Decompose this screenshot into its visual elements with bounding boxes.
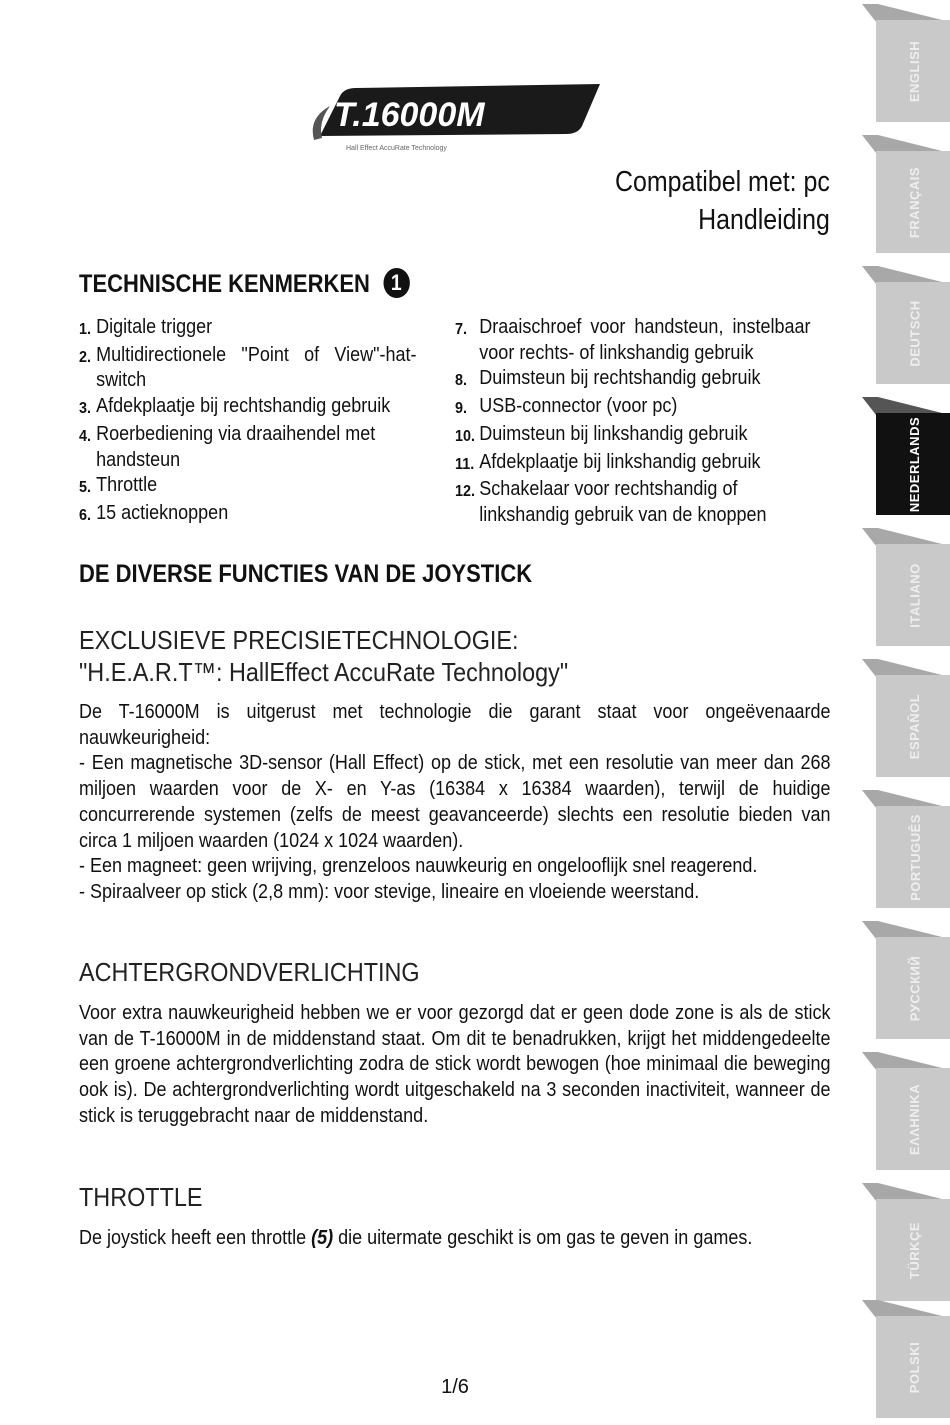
- language-tab-francais[interactable]: [862, 135, 950, 253]
- list-item: [455, 450, 811, 478]
- document-heading: [615, 163, 830, 239]
- text-run: die uitermate geschikt is om gas te geven in games.: [333, 1227, 753, 1249]
- paragraph: - Spiraalveer op stick (2,8 mm): voor stevige, lineaire en vloeiende weerstand.: [79, 880, 700, 903]
- precision-title-line2: "H.E.A.R.T™: HallEffect AccuRate Technology": [79, 657, 569, 687]
- logo-tagline: Hall Effect AccuRate Technology: [346, 145, 447, 152]
- item-text: 15 actieknoppen: [96, 501, 229, 524]
- paragraph: De T-16000M is uitgerust met technologie die garant staat voor ongeëvenaarde nauwkeurigheid:: [79, 701, 831, 749]
- language-label: ITALIANO: [907, 562, 923, 628]
- list-item: [79, 422, 417, 473]
- page-number: 1/6: [441, 1376, 469, 1398]
- precision-body: [79, 700, 831, 906]
- paragraph: - Een magneet: geen wrijving, grenzeloos nauwkeurig en ongelooflijk snel reagerend.: [79, 855, 758, 878]
- paragraph: - Een magnetische 3D-sensor (Hall Effect) op de stick, met een resolutie van meer dan 268 miljoen waarden voor de X- en Y-as (16384 x 16384 waarden), terwijl de huidige concurrerende systemen (zelfs de meest geavanceerde) slechts een resolutie bieden van circa 1 miljoen waarden (1024 x 1024 waarden).: [79, 752, 831, 852]
- functions-title: DE DIVERSE FUNCTIES VAN DE JOYSTICK: [79, 560, 533, 588]
- item-text: Duimsteun bij linkshandig gebruik: [479, 422, 748, 445]
- text-run: De joystick heeft een throttle: [79, 1227, 312, 1249]
- list-item: [455, 315, 811, 366]
- throttle-body: [79, 1226, 831, 1252]
- paragraph: Voor extra nauwkeurigheid hebben we er voor gezorgd dat er geen dode zone is als de stick van de T-16000M in de middenstand staat. Om dit te benadrukken, krijgt het middengedeelte een groene achtergrondverlichting zodra de stick wordt bewogen (hoe minimaal die beweging ook is). De achtergrondverlichting wordt uitgeschakeld na 3 seconden inactiviteit, wanneer de stick is teruggebracht naar de middenstand.: [79, 1002, 831, 1127]
- item-number: 7.: [455, 321, 468, 338]
- item-number: 10.: [455, 427, 476, 445]
- item-number: 8.: [455, 372, 468, 390]
- language-tab-espanol[interactable]: [862, 659, 950, 777]
- list-item: [455, 422, 811, 450]
- item-number: 1.: [79, 321, 92, 338]
- language-label: FRANÇAIS: [907, 166, 923, 238]
- item-number: 9.: [455, 400, 468, 418]
- item-text: Duimsteun bij rechtshandig gebruik: [479, 367, 761, 390]
- logo-graphic: [300, 78, 610, 158]
- item-number: 11.: [455, 455, 475, 473]
- item-number: 12.: [455, 483, 476, 501]
- tech-features-title-text: TECHNISCHE KENMERKEN: [79, 270, 370, 298]
- item-number: 6.: [79, 506, 92, 524]
- item-text: USB-connector (voor pc): [479, 395, 678, 418]
- item-text: Multidirectionele "Point of View"-hat-switch: [96, 343, 417, 392]
- precision-title-line1: EXCLUSIEVE PRECISIETECHNOLOGIE:: [79, 625, 519, 655]
- language-tab-russian[interactable]: [862, 921, 950, 1039]
- list-item: [79, 394, 417, 422]
- item-text: Draaischroef voor handsteun, instelbaar voor rechts- of linkshandig gebruik: [479, 316, 811, 364]
- item-number: 2.: [79, 348, 92, 366]
- language-label: ΕΛΛΗΝΙΚΑ: [907, 1083, 923, 1155]
- language-label: PORTUGUÊS: [907, 813, 923, 901]
- paragraph: [79, 1226, 831, 1252]
- language-tab-italiano[interactable]: [862, 528, 950, 646]
- tech-features-list-right: [455, 315, 811, 529]
- item-text: Afdekplaatje bij linkshandig gebruik: [479, 450, 761, 473]
- compatibility-line: Compatibel met: pc: [615, 166, 830, 198]
- list-item: [455, 366, 811, 394]
- item-number: 3.: [79, 400, 92, 418]
- figure-badge: 1: [383, 268, 409, 298]
- language-label: NEDERLANDS: [907, 416, 923, 512]
- list-item: [79, 343, 417, 394]
- brand-logo: [300, 78, 610, 158]
- language-tab-portugues[interactable]: [862, 790, 950, 908]
- language-tabs: [862, 0, 950, 1425]
- tech-features-title: [79, 268, 409, 299]
- list-item: [79, 501, 417, 529]
- backlight-title: ACHTERGRONDVERLICHTING: [79, 957, 420, 987]
- language-label: ENGLISH: [907, 40, 923, 102]
- language-tab-turkce[interactable]: [862, 1183, 950, 1301]
- list-item: [455, 477, 811, 528]
- language-label: POLSKI: [907, 1341, 923, 1393]
- item-text: Afdekplaatje bij rechtshandig gebruik: [96, 395, 391, 418]
- precision-title: [79, 624, 568, 688]
- backlight-body: [79, 1001, 831, 1130]
- logo-text: T.16000M: [334, 96, 485, 134]
- item-text: Digitale trigger: [96, 316, 213, 338]
- language-tab-greek[interactable]: [862, 1052, 950, 1170]
- list-item: [79, 473, 417, 501]
- item-text: Schakelaar voor rechtshandig of linkshandig gebruik van de knoppen: [479, 478, 767, 526]
- language-tab-deutsch[interactable]: [862, 266, 950, 384]
- throttle-title: THROTTLE: [79, 1182, 203, 1212]
- language-label: ESPAÑOL: [907, 693, 923, 759]
- figure-reference: (5): [311, 1227, 334, 1249]
- item-number: 4.: [79, 427, 92, 445]
- item-text: Roerbediening via draaihendel met handsteun: [96, 422, 376, 471]
- list-item: [455, 394, 811, 422]
- language-tab-polski[interactable]: [862, 1300, 950, 1418]
- language-label: DEUTSCH: [907, 299, 923, 367]
- language-label: РУССКИЙ: [907, 955, 923, 1021]
- item-text: Throttle: [96, 474, 158, 497]
- language-label: TÜRKÇE: [907, 1221, 923, 1279]
- tech-features-list-left: [79, 315, 417, 529]
- language-tab-english[interactable]: [862, 4, 950, 122]
- list-item: [79, 315, 417, 343]
- language-tab-nederlands[interactable]: [862, 397, 950, 515]
- item-number: 5.: [79, 479, 92, 497]
- manual-line: Handleiding: [698, 204, 830, 236]
